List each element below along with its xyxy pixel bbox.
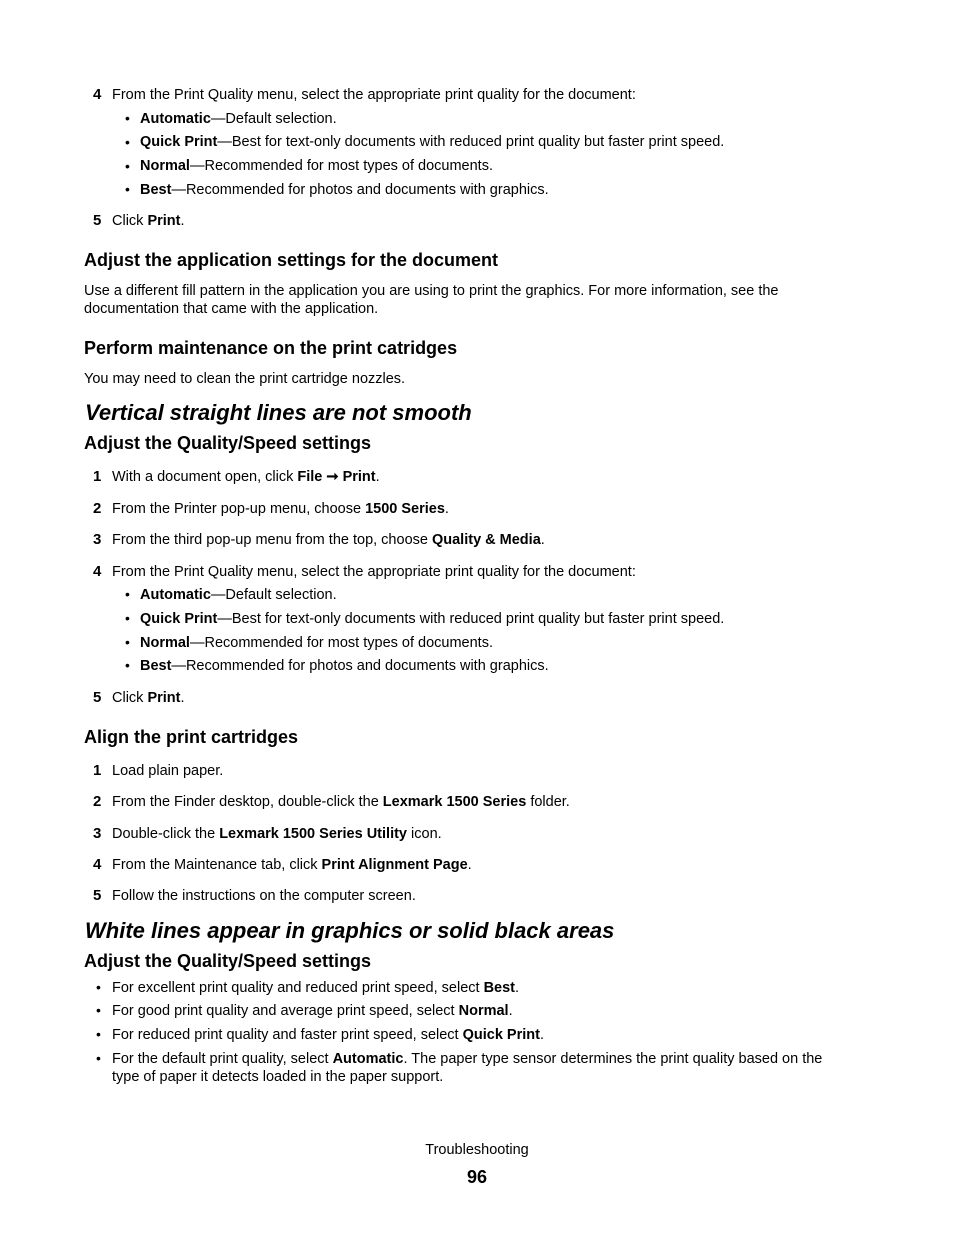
maintenance-text: You may need to clean the print cartridge nozzles.	[84, 371, 406, 387]
step-4-number: 4	[93, 86, 102, 103]
white-lines-bullet-4-line-2: type of paper it detects loaded in the paper support.	[112, 1069, 444, 1085]
page-number: 96	[466, 1167, 488, 1187]
white-lines-bullet-3: For reduced print quality and faster print speed, select Quick Print.	[112, 1027, 544, 1043]
vertical-quality-heading: Adjust the Quality/Speed settings	[84, 433, 372, 453]
bullet-icon: •	[96, 1026, 101, 1042]
white-lines-bullet-1: For excellent print quality and reduced print speed, select Best.	[112, 980, 520, 996]
bullet-icon: •	[96, 1050, 101, 1066]
vertical-lines-title: Vertical straight lines are not smooth	[85, 400, 472, 425]
white-lines-title: White lines appear in graphics or solid black areas	[85, 918, 615, 943]
vertical-step-3-number: 3	[93, 531, 102, 548]
align-step-3-text: Double-click the Lexmark 1500 Series Utility icon.	[112, 826, 442, 842]
bullet-icon: •	[125, 181, 130, 197]
quality-option-normal: Normal—Recommended for most types of documents.	[140, 158, 493, 174]
bullet-icon: •	[125, 657, 130, 673]
align-step-1-text: Load plain paper.	[112, 763, 224, 779]
align-step-3-number: 3	[93, 825, 102, 842]
vertical-step-2-text: From the Printer pop-up menu, choose 1500 Series.	[112, 501, 449, 517]
bullet-icon: •	[125, 634, 130, 650]
quality-option-automatic: Automatic—Default selection.	[140, 111, 337, 127]
white-lines-bullet-2: For good print quality and average print speed, select Normal.	[112, 1003, 513, 1019]
adjust-app-paragraph-line-2: documentation that came with the application.	[84, 301, 379, 317]
white-lines-quality-heading: Adjust the Quality/Speed settings	[84, 951, 372, 971]
quality-option-normal: Normal—Recommended for most types of documents.	[140, 635, 493, 651]
vertical-step-4-number: 4	[93, 563, 102, 580]
quality-option-quick-print: Quick Print—Best for text-only documents with reduced print quality but faster print speed.	[140, 134, 725, 150]
align-step-1-number: 1	[93, 762, 102, 779]
quality-option-automatic: Automatic—Default selection.	[140, 587, 337, 603]
vertical-step-5-number: 5	[93, 689, 102, 706]
align-step-2-text: From the Finder desktop, double-click the Lexmark 1500 Series folder.	[112, 794, 570, 810]
vertical-step-1-number: 1	[93, 468, 102, 485]
step-5-number: 5	[93, 212, 102, 229]
quality-option-best: Best—Recommended for photos and documents with graphics.	[140, 658, 549, 674]
align-step-2-number: 2	[93, 793, 102, 810]
align-step-5-number: 5	[93, 887, 102, 904]
bullet-icon: •	[96, 1002, 101, 1018]
quality-option-quick-print: Quick Print—Best for text-only documents with reduced print quality but faster print speed.	[140, 611, 725, 627]
bullet-icon: •	[125, 110, 130, 126]
vertical-step-3-text: From the third pop-up menu from the top, choose Quality & Media.	[112, 532, 545, 548]
footer-section-label: Troubleshooting	[425, 1142, 529, 1158]
vertical-step-5-text: Click Print.	[112, 690, 185, 706]
bullet-icon: •	[125, 158, 130, 174]
adjust-app-heading: Adjust the application settings for the document	[84, 250, 499, 270]
bullet-icon: •	[125, 586, 130, 602]
maintenance-heading: Perform maintenance on the print catridges	[84, 338, 458, 358]
bullet-icon: •	[96, 979, 101, 995]
vertical-step-2-number: 2	[93, 500, 102, 517]
vertical-step-4-text: From the Print Quality menu, select the appropriate print quality for the document:	[112, 564, 636, 580]
align-step-4-text: From the Maintenance tab, click Print Alignment Page.	[112, 857, 472, 873]
bullet-icon: •	[125, 134, 130, 150]
arrow-right-icon: ➞	[326, 469, 339, 485]
vertical-step-1-text: With a document open, click File ➞ Print.	[112, 469, 380, 485]
quality-option-best: Best—Recommended for photos and documents with graphics.	[140, 182, 549, 198]
align-step-4-number: 4	[93, 856, 102, 873]
step-4-text: From the Print Quality menu, select the appropriate print quality for the document:	[112, 87, 636, 103]
white-lines-bullet-4: For the default print quality, select Automatic. The paper type sensor determines the print quality based on the	[112, 1051, 823, 1067]
align-heading: Align the print cartridges	[84, 727, 299, 747]
adjust-app-paragraph-line-1: Use a different fill pattern in the application you are using to print the graphics. For more information, see the	[84, 283, 779, 299]
step-5-text: Click Print.	[112, 213, 185, 229]
align-step-5-text: Follow the instructions on the computer screen.	[112, 888, 416, 904]
bullet-icon: •	[125, 610, 130, 626]
